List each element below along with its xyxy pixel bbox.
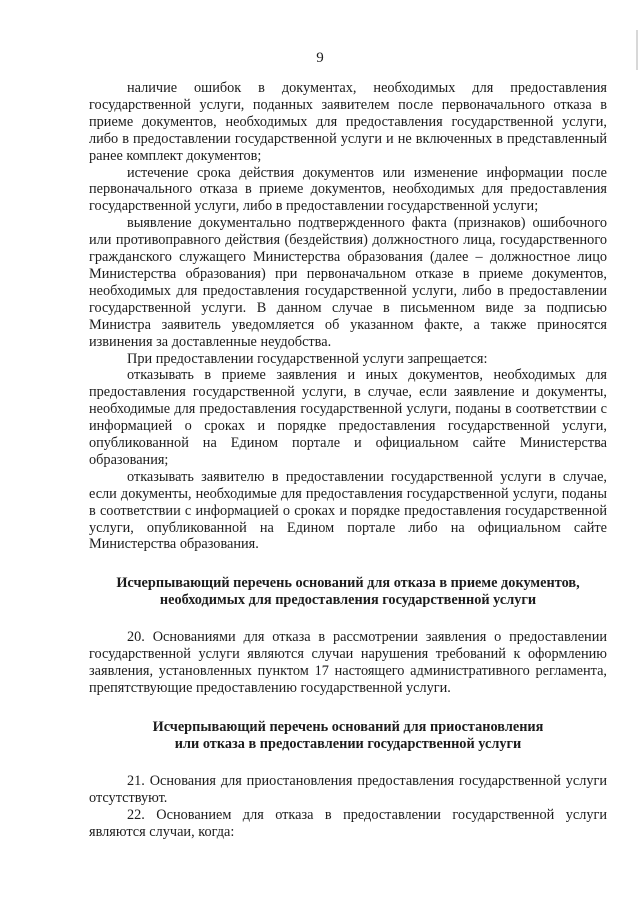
- heading-line: Исчерпывающий перечень оснований для приостановления: [152, 719, 544, 735]
- section-heading-refusal-documents: [89, 575, 607, 609]
- paragraph: выявление документально подтвержденного факта (признаков) ошибочного или противоправного действия (бездействия) должностного лица, государственного гражданского служащего Министерства образования (далее – должностное лицо Министерства образования) при первоначальном отказе в приеме документов, необходимых для предоставления государственной услуги, либо в предоставлении государственной услуги. В данном случае в письменном виде за подписью Министра заявитель уведомляется об указанном факте, а также приносятся извинения за доставленные неудобства.: [89, 215, 607, 350]
- paragraph-22: 22. Основанием для отказа в предоставлении государственной услуги являются случаи, когда:: [89, 806, 607, 840]
- heading-line: Исчерпывающий перечень оснований для отказа в приеме документов,: [116, 575, 580, 592]
- paragraph: отказывать в приеме заявления и иных документов, необходимых для предоставления государственной услуги, в случае, если заявление и документы, необходимые для предоставления государственной услуги, поданы в соответствии с информацией о сроках и порядке предоставления государственной услуги, опубликованной на Едином портале и официальном сайте Министерства образования;: [89, 367, 607, 468]
- paragraph: истечение срока действия документов или изменение информации после первоначального отказа в приеме документов, необходимых для предоставления государственной услуги, либо в предоставлении государственной услуги;: [89, 164, 607, 215]
- heading-line: необходимых для предоставления государственной услуги: [159, 592, 537, 609]
- document-body: [89, 80, 607, 841]
- paragraph: отказывать заявителю в предоставлении государственной услуги в случае, если документы, необходимые для предоставления государственной услуги, поданы в соответствии с информацией о сроках и порядке предоставления государственной услуги, опубликованной на Едином портале либо на официальном сайте Министерства образования.: [89, 468, 607, 553]
- paragraph: наличие ошибок в документах, необходимых для предоставления государственной услуги, поданных заявителем после первоначального отказа в приеме документов, необходимых для предоставления государственной услуги, либо в предоставлении государственной услуги и не включенных в представленный ранее комплект документов;: [89, 80, 607, 164]
- page-number: 9: [316, 50, 324, 66]
- heading-line: или отказа в предоставлении государственной услуги: [174, 736, 522, 752]
- paragraph-21: 21. Основания для приостановления предоставления государственной услуги отсутствуют.: [89, 773, 607, 806]
- paragraph: При предоставлении государственной услуги запрещается:: [127, 350, 488, 367]
- paragraph-20: 20. Основаниями для отказа в рассмотрении заявления о предоставлении государственной услуги являются случаи нарушения требований к оформлению заявления, установленных пунктом 17 настоящего административного регламента, препятствующие предоставлению государственной услуги.: [89, 629, 607, 697]
- section-heading-suspension-refusal: [89, 719, 607, 753]
